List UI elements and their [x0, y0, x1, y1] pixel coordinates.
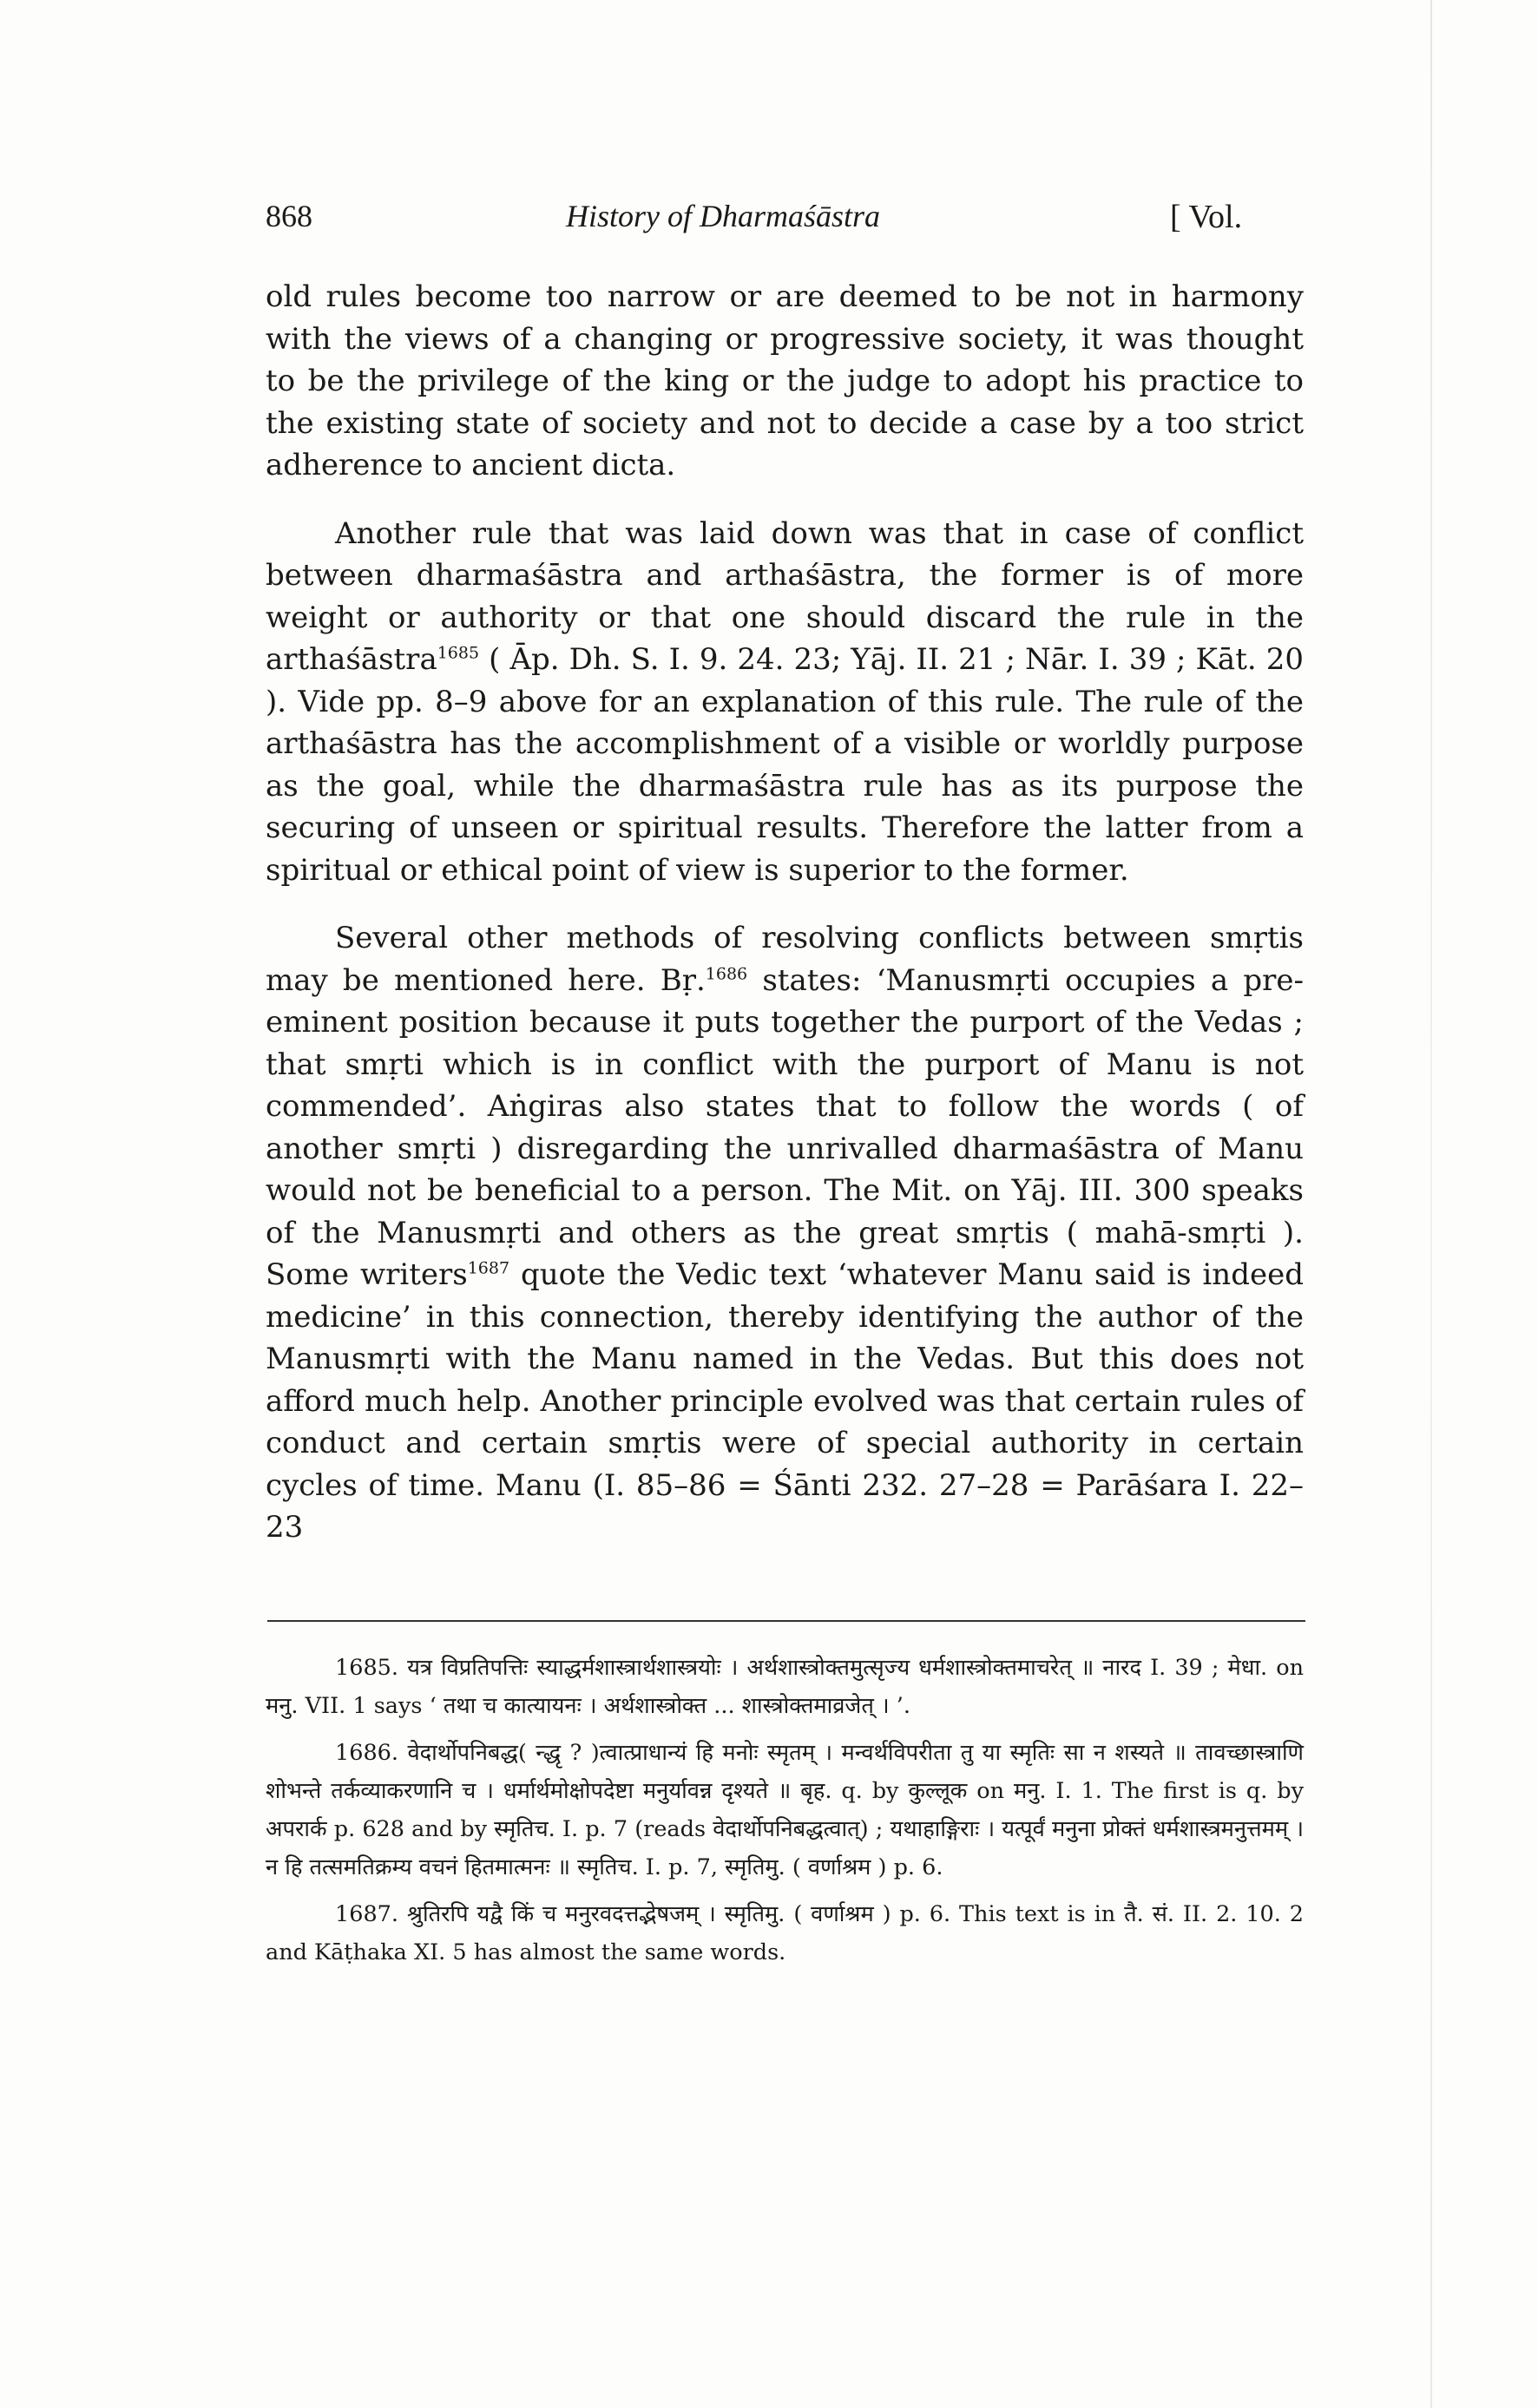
- text-run: states: ‘Manusmṛti occupies a pre-eminent position because it puts together the purport of the Vedas ; that smṛti which is in conflict with the purport of Manu is not commended’. Aṅgiras also states that to follow the words ( of another smṛti ) disregarding the unrivalled dharmaśāstra of Manu would not be beneficial to a person. The Mit. on Yāj. III. 300 speaks of the Manusmṛti and others as the great smṛtis ( mahā-smṛti ). Some writers: [266, 962, 1304, 1292]
- text-run: ( Āp. Dh. S. I. 9. 24. 23; Yāj. II. 21 ; Nār. I. 39 ; Kāt. 20 ). Vide pp. 8–9 above for an explanation of this rule. The rule of the arthaśāstra has the accomplishment of a visible or worldly purpose as the goal, while the dharmaśāstra rule has as its purpose the securing of unseen or spiritual results. Therefore the latter from a spiritual or ethical point of view is superior to the former.: [266, 642, 1304, 888]
- paragraph: [266, 513, 1304, 892]
- footnotes: [266, 1649, 1304, 1972]
- running-header: [266, 198, 1307, 250]
- volume-label: [ Vol.: [1170, 199, 1243, 235]
- footnote-1686: 1686. वेदार्थोपनिबद्ध( न्द्धृ ? )त्वात्प्राधान्यं हि मनोः स्मृतम् । मन्वर्थविपरीता तु या स्मृतिः सा न शस्यते ॥ तावच्छास्त्राणि शोभन्ते तर्कव्याकरणानि च । धर्मार्थमोक्षोपदेष्टा मनुर्यावन्न दृश्यते ॥ बृह. q. by कुल्लूक on मनु. I. 1. The first is q. by अपरार्क p. 628 and by स्मृतिच. I. p. 7 (reads वेदार्थोपनिबद्धत्वात्) ; यथाहाङ्गिराः । यत्पूर्वं मनुना प्रोक्तं धर्मशास्त्रमनुत्तमम् । न हि तत्समतिक्रम्य वचनं हितमात्मनः ॥ स्मृतिच. I. p. 7, स्मृतिमु. ( वर्णाश्रम ) p. 6.: [266, 1740, 1304, 1880]
- footnote-divider: [267, 1620, 1305, 1622]
- running-title: History of Dharmaśāstra: [566, 199, 881, 233]
- scan-edge-line: [1430, 0, 1432, 2408]
- footnote-ref[interactable]: 1685: [437, 643, 480, 663]
- footnote-1685: 1685. यत्र विप्रतिपत्तिः स्याद्धर्मशास्त्रार्थशास्त्रयोः । अर्थशास्त्रोक्तमुत्सृज्य धर्मशास्त्रोक्तमाचरेत् ॥ नारद I. 39 ; मेधा. on मनु. VII. 1 says ‘ तथा च कात्यायनः । अर्थशास्त्रोक्त ... शास्त्रोक्तमाव्रजेत् । ’.: [266, 1655, 1304, 1719]
- paragraph: [266, 917, 1304, 1549]
- main-text: [266, 276, 1304, 1549]
- footnote-ref[interactable]: 1687: [467, 1258, 510, 1278]
- text-run: Several other methods of resolving conflicts between smṛtis may be mentioned here. Bṛ.: [266, 921, 1304, 998]
- page-number: 868: [266, 199, 312, 233]
- footnote-1687: 1687. श्रुतिरपि यद्वै किं च मनुरवदत्तद्भेषजम् । स्मृतिमु. ( वर्णाश्रम ) p. 6. This text is in तै. सं. II. 2. 10. 2 and Kāṭhaka XI. 5 has almost the same words.: [266, 1901, 1304, 1965]
- text-run: Another rule that was laid down was that in case of conflict between dharmaśāstra and arthaśāstra, the former is of more weight or authority or that one should discard the rule in the arthaśāstra: [266, 515, 1304, 677]
- paragraph: old rules become too narrow or are deemed to be not in harmony with the views of a changing or progressive society, it was thought to be the privilege of the king or the judge to adopt his practice to the existing state of society and not to decide a case by a too strict adherence to ancient dicta.: [266, 279, 1304, 482]
- text-run: quote the Vedic text ‘whatever Manu said is indeed medicine’ in this connection, thereby identifying the author of the Manusmṛti with the Manu named in the Vedas. But this does not afford much help. Another principle evolved was that certain rules of conduct and certain smṛtis were of special authority in certain cycles of time. Manu (I. 85–86 = Śānti 232. 27–28 = Parāśara I. 22–23: [266, 1257, 1304, 1545]
- footnote-ref[interactable]: 1686: [705, 964, 748, 984]
